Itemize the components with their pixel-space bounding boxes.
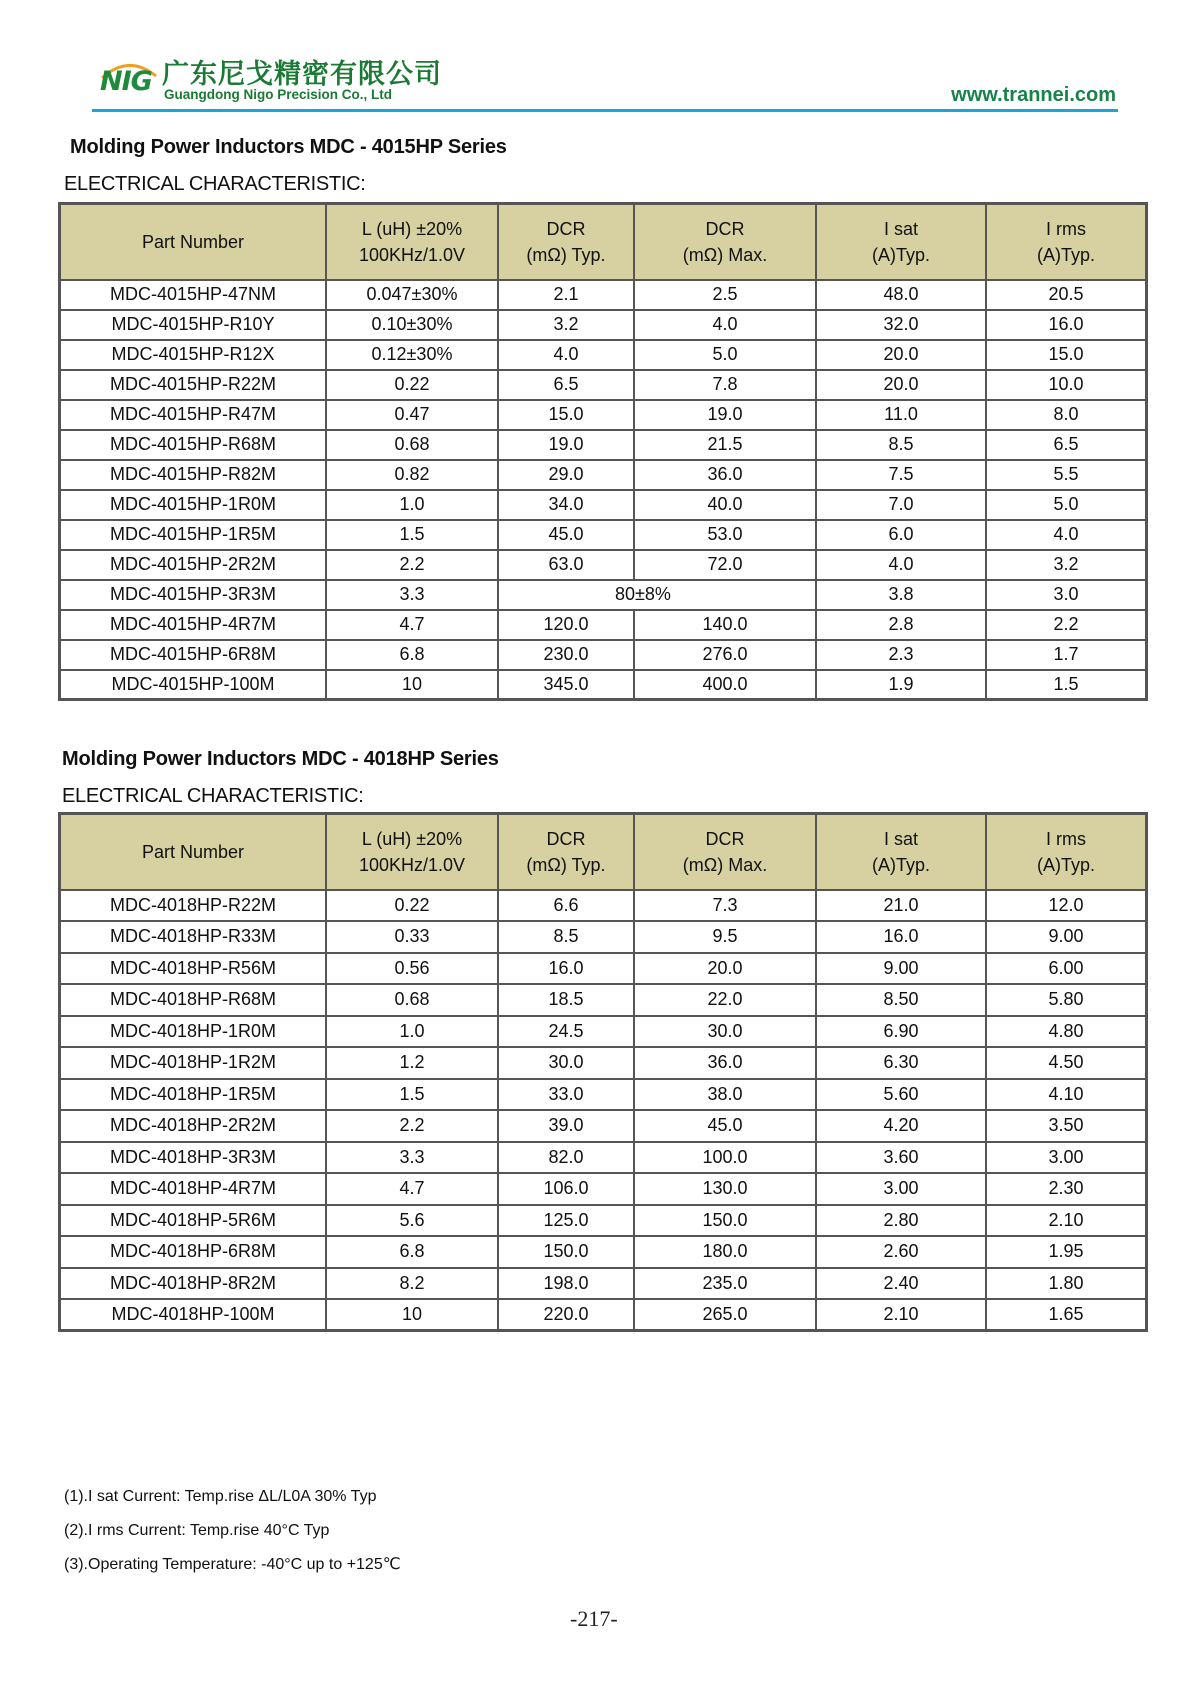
cell-dcr-typ: 345.0 [498, 670, 634, 700]
table-row [60, 1110, 1147, 1142]
cell-part-number: MDC-4018HP-1R0M [60, 1016, 327, 1048]
cell-isat: 8.5 [816, 430, 986, 460]
cell-isat: 21.0 [816, 890, 986, 922]
table-row [60, 1205, 1147, 1237]
table-row [60, 610, 1147, 640]
cell-isat: 4.0 [816, 550, 986, 580]
cell-dcr-typ: 33.0 [498, 1079, 634, 1111]
cell-part-number: MDC-4015HP-R12X [60, 340, 327, 370]
cell-part-number: MDC-4018HP-R68M [60, 984, 327, 1016]
cell-part-number: MDC-4015HP-1R5M [60, 520, 327, 550]
cell-isat: 2.80 [816, 1205, 986, 1237]
cell-irms: 2.2 [986, 610, 1147, 640]
cell-isat: 2.60 [816, 1236, 986, 1268]
cell-part-number: MDC-4015HP-47NM [60, 280, 327, 310]
cell-irms: 5.0 [986, 490, 1147, 520]
cell-inductance: 4.7 [326, 610, 498, 640]
cell-isat: 2.8 [816, 610, 986, 640]
cell-part-number: MDC-4015HP-R47M [60, 400, 327, 430]
cell-isat: 8.50 [816, 984, 986, 1016]
cell-dcr-typ: 220.0 [498, 1299, 634, 1331]
cell-dcr-typ: 63.0 [498, 550, 634, 580]
cell-dcr-typ: 6.5 [498, 370, 634, 400]
cell-dcr-max: 9.5 [634, 921, 816, 953]
table-row [60, 1268, 1147, 1300]
cell-part-number: MDC-4018HP-R33M [60, 921, 327, 953]
cell-part-number: MDC-4015HP-R68M [60, 430, 327, 460]
table-row [60, 430, 1147, 460]
cell-isat: 3.8 [816, 580, 986, 610]
cell-irms: 6.00 [986, 953, 1147, 985]
cell-irms: 3.2 [986, 550, 1147, 580]
footnote-isat: (1).I sat Current: Temp.rise ΔL/L0A 30% Typ [64, 1488, 377, 1505]
table-row [60, 640, 1147, 670]
cell-part-number: MDC-4015HP-R22M [60, 370, 327, 400]
cell-isat: 4.20 [816, 1110, 986, 1142]
cell-dcr-max: 180.0 [634, 1236, 816, 1268]
cell-part-number: MDC-4018HP-R56M [60, 953, 327, 985]
table-row [60, 280, 1147, 310]
table-row [60, 984, 1147, 1016]
cell-isat: 20.0 [816, 370, 986, 400]
cell-inductance: 6.8 [326, 640, 498, 670]
cell-dcr-typ: 39.0 [498, 1110, 634, 1142]
cell-irms: 3.0 [986, 580, 1147, 610]
footnote-operating-temp: (3).Operating Temperature: -40°C up to +125℃ [64, 1556, 401, 1573]
table-row [60, 490, 1147, 520]
cell-isat: 7.5 [816, 460, 986, 490]
cell-isat: 16.0 [816, 921, 986, 953]
cell-isat: 2.3 [816, 640, 986, 670]
company-name-english: Guangdong Nigo Precision Co., Ltd [164, 87, 392, 102]
cell-part-number: MDC-4018HP-5R6M [60, 1205, 327, 1237]
cell-dcr-max: 22.0 [634, 984, 816, 1016]
table-row [60, 520, 1147, 550]
cell-irms: 10.0 [986, 370, 1147, 400]
cell-dcr-typ: 230.0 [498, 640, 634, 670]
col-header-irms: I rms (A)Typ. [986, 814, 1147, 890]
cell-irms: 9.00 [986, 921, 1147, 953]
cell-dcr-max: 72.0 [634, 550, 816, 580]
cell-dcr-max: 20.0 [634, 953, 816, 985]
cell-dcr-max: 400.0 [634, 670, 816, 700]
cell-irms: 15.0 [986, 340, 1147, 370]
col-header-irms: I rms (A)Typ. [986, 204, 1147, 280]
cell-dcr-typ: 18.5 [498, 984, 634, 1016]
cell-irms: 4.50 [986, 1047, 1147, 1079]
table-row [60, 953, 1147, 985]
cell-dcr-typ: 120.0 [498, 610, 634, 640]
cell-isat: 6.0 [816, 520, 986, 550]
cell-dcr-typ: 30.0 [498, 1047, 634, 1079]
cell-inductance: 0.12±30% [326, 340, 498, 370]
cell-dcr-max: 235.0 [634, 1268, 816, 1300]
col-header-dcr-max: DCR (mΩ) Max. [634, 204, 816, 280]
cell-irms: 8.0 [986, 400, 1147, 430]
cell-inductance: 0.68 [326, 430, 498, 460]
cell-inductance: 0.22 [326, 890, 498, 922]
cell-part-number: MDC-4015HP-R82M [60, 460, 327, 490]
cell-inductance: 2.2 [326, 550, 498, 580]
cell-inductance: 0.47 [326, 400, 498, 430]
col-header-inductance: L (uH) ±20% 100KHz/1.0V [326, 814, 498, 890]
cell-irms: 1.5 [986, 670, 1147, 700]
cell-isat: 6.90 [816, 1016, 986, 1048]
table-row [60, 550, 1147, 580]
cell-dcr-typ: 24.5 [498, 1016, 634, 1048]
company-name-chinese: 广东尼戈精密有限公司 [162, 59, 442, 90]
cell-part-number: MDC-4018HP-2R2M [60, 1110, 327, 1142]
cell-irms: 4.80 [986, 1016, 1147, 1048]
cell-irms: 1.95 [986, 1236, 1147, 1268]
table-row [60, 1236, 1147, 1268]
col-header-part-number: Part Number [60, 204, 327, 280]
series2-table-body [60, 890, 1147, 1331]
cell-part-number: MDC-4015HP-100M [60, 670, 327, 700]
cell-part-number: MDC-4018HP-1R5M [60, 1079, 327, 1111]
cell-irms: 16.0 [986, 310, 1147, 340]
cell-dcr-max: 140.0 [634, 610, 816, 640]
cell-dcr-max: 150.0 [634, 1205, 816, 1237]
cell-dcr-max: 45.0 [634, 1110, 816, 1142]
cell-irms: 4.10 [986, 1079, 1147, 1111]
cell-part-number: MDC-4015HP-4R7M [60, 610, 327, 640]
cell-isat: 7.0 [816, 490, 986, 520]
cell-irms: 2.10 [986, 1205, 1147, 1237]
table-row [60, 460, 1147, 490]
cell-dcr-typ: 198.0 [498, 1268, 634, 1300]
cell-part-number: MDC-4018HP-8R2M [60, 1268, 327, 1300]
cell-dcr-typ: 45.0 [498, 520, 634, 550]
series2-subtitle: ELECTRICAL CHARACTERISTIC: [62, 785, 364, 807]
cell-dcr-max: 36.0 [634, 460, 816, 490]
cell-dcr-typ: 125.0 [498, 1205, 634, 1237]
cell-isat: 5.60 [816, 1079, 986, 1111]
cell-dcr-typ: 16.0 [498, 953, 634, 985]
cell-irms: 1.80 [986, 1268, 1147, 1300]
cell-part-number: MDC-4018HP-100M [60, 1299, 327, 1331]
cell-part-number: MDC-4018HP-1R2M [60, 1047, 327, 1079]
cell-inductance: 0.82 [326, 460, 498, 490]
cell-dcr-typ: 106.0 [498, 1173, 634, 1205]
cell-dcr-typ: 82.0 [498, 1142, 634, 1174]
table-row [60, 400, 1147, 430]
cell-part-number: MDC-4015HP-3R3M [60, 580, 327, 610]
table-row [60, 670, 1147, 700]
cell-irms: 20.5 [986, 280, 1147, 310]
cell-dcr-typ: 4.0 [498, 340, 634, 370]
cell-inductance: 3.3 [326, 1142, 498, 1174]
cell-inductance: 1.5 [326, 520, 498, 550]
cell-irms: 2.30 [986, 1173, 1147, 1205]
cell-inductance: 1.0 [326, 490, 498, 520]
cell-isat: 6.30 [816, 1047, 986, 1079]
cell-dcr-max: 7.3 [634, 890, 816, 922]
table-row [60, 1299, 1147, 1331]
cell-part-number: MDC-4015HP-2R2M [60, 550, 327, 580]
cell-part-number: MDC-4018HP-4R7M [60, 1173, 327, 1205]
cell-inductance: 0.22 [326, 370, 498, 400]
cell-dcr-typ: 3.2 [498, 310, 634, 340]
cell-inductance: 0.10±30% [326, 310, 498, 340]
cell-dcr-max: 100.0 [634, 1142, 816, 1174]
cell-dcr-typ: 2.1 [498, 280, 634, 310]
cell-dcr-typ: 80±8% [498, 580, 816, 610]
cell-dcr-max: 40.0 [634, 490, 816, 520]
cell-inductance: 0.68 [326, 984, 498, 1016]
col-header-isat: I sat (A)Typ. [816, 814, 986, 890]
cell-part-number: MDC-4018HP-3R3M [60, 1142, 327, 1174]
table-row [60, 310, 1147, 340]
series1-subtitle: ELECTRICAL CHARACTERISTIC: [64, 173, 366, 195]
cell-part-number: MDC-4015HP-1R0M [60, 490, 327, 520]
cell-part-number: MDC-4018HP-R22M [60, 890, 327, 922]
cell-inductance: 0.047±30% [326, 280, 498, 310]
series1-title: Molding Power Inductors MDC - 4015HP Series [70, 136, 507, 158]
cell-inductance: 1.5 [326, 1079, 498, 1111]
cell-inductance: 1.2 [326, 1047, 498, 1079]
table-row [60, 340, 1147, 370]
cell-dcr-max: 30.0 [634, 1016, 816, 1048]
cell-isat: 9.00 [816, 953, 986, 985]
cell-irms: 3.50 [986, 1110, 1147, 1142]
cell-dcr-typ: 6.6 [498, 890, 634, 922]
cell-dcr-max: 36.0 [634, 1047, 816, 1079]
cell-dcr-max: 7.8 [634, 370, 816, 400]
cell-inductance: 10 [326, 1299, 498, 1331]
cell-irms: 4.0 [986, 520, 1147, 550]
cell-dcr-max: 21.5 [634, 430, 816, 460]
cell-dcr-typ: 8.5 [498, 921, 634, 953]
series2-table [58, 812, 1148, 1332]
cell-isat: 11.0 [816, 400, 986, 430]
cell-dcr-typ: 15.0 [498, 400, 634, 430]
footnotes [64, 1480, 401, 1582]
cell-dcr-max: 19.0 [634, 400, 816, 430]
table-row [60, 921, 1147, 953]
col-header-part-number: Part Number [60, 814, 327, 890]
cell-dcr-typ: 19.0 [498, 430, 634, 460]
series1-table-body [60, 280, 1147, 700]
cell-irms: 5.80 [986, 984, 1147, 1016]
table-row [60, 1173, 1147, 1205]
cell-irms: 12.0 [986, 890, 1147, 922]
cell-isat: 32.0 [816, 310, 986, 340]
cell-inductance: 2.2 [326, 1110, 498, 1142]
cell-part-number: MDC-4018HP-6R8M [60, 1236, 327, 1268]
cell-inductance: 0.56 [326, 953, 498, 985]
cell-dcr-max: 130.0 [634, 1173, 816, 1205]
page-number: -217- [570, 1606, 618, 1631]
col-header-isat: I sat (A)Typ. [816, 204, 986, 280]
cell-isat: 48.0 [816, 280, 986, 310]
series1-table [58, 202, 1148, 701]
cell-isat: 3.00 [816, 1173, 986, 1205]
cell-isat: 1.9 [816, 670, 986, 700]
cell-isat: 3.60 [816, 1142, 986, 1174]
table-header-row [60, 814, 1147, 890]
table-row [60, 1047, 1147, 1079]
table-row [60, 890, 1147, 922]
col-header-dcr-max: DCR (mΩ) Max. [634, 814, 816, 890]
cell-irms: 6.5 [986, 430, 1147, 460]
cell-inductance: 6.8 [326, 1236, 498, 1268]
cell-inductance: 1.0 [326, 1016, 498, 1048]
cell-dcr-max: 38.0 [634, 1079, 816, 1111]
cell-dcr-max: 265.0 [634, 1299, 816, 1331]
table-row [60, 1142, 1147, 1174]
cell-inductance: 4.7 [326, 1173, 498, 1205]
cell-inductance: 10 [326, 670, 498, 700]
cell-part-number: MDC-4015HP-R10Y [60, 310, 327, 340]
col-header-dcr-typ: DCR (mΩ) Typ. [498, 204, 634, 280]
page-header [96, 50, 1116, 112]
cell-part-number: MDC-4015HP-6R8M [60, 640, 327, 670]
cell-dcr-max: 4.0 [634, 310, 816, 340]
cell-dcr-typ: 29.0 [498, 460, 634, 490]
cell-irms: 3.00 [986, 1142, 1147, 1174]
cell-irms: 1.7 [986, 640, 1147, 670]
cell-dcr-max: 5.0 [634, 340, 816, 370]
table-row [60, 1079, 1147, 1111]
company-logo [96, 60, 158, 100]
table-header-row [60, 204, 1147, 280]
cell-irms: 5.5 [986, 460, 1147, 490]
cell-isat: 2.10 [816, 1299, 986, 1331]
logo-text: NIG [100, 66, 152, 97]
cell-isat: 2.40 [816, 1268, 986, 1300]
cell-inductance: 3.3 [326, 580, 498, 610]
col-header-dcr-typ: DCR (mΩ) Typ. [498, 814, 634, 890]
cell-inductance: 0.33 [326, 921, 498, 953]
cell-isat: 20.0 [816, 340, 986, 370]
cell-dcr-max: 2.5 [634, 280, 816, 310]
table-row [60, 580, 1147, 610]
cell-inductance: 8.2 [326, 1268, 498, 1300]
cell-dcr-typ: 34.0 [498, 490, 634, 520]
series2-title: Molding Power Inductors MDC - 4018HP Series [62, 748, 499, 770]
cell-dcr-max: 276.0 [634, 640, 816, 670]
table-row [60, 1016, 1147, 1048]
website-link[interactable]: www.trannei.com [951, 84, 1116, 106]
header-divider [92, 109, 1118, 112]
table-row [60, 370, 1147, 400]
cell-inductance: 5.6 [326, 1205, 498, 1237]
cell-irms: 1.65 [986, 1299, 1147, 1331]
cell-dcr-max: 53.0 [634, 520, 816, 550]
footnote-irms: (2).I rms Current: Temp.rise 40°C Typ [64, 1522, 330, 1539]
cell-dcr-typ: 150.0 [498, 1236, 634, 1268]
col-header-inductance: L (uH) ±20% 100KHz/1.0V [326, 204, 498, 280]
